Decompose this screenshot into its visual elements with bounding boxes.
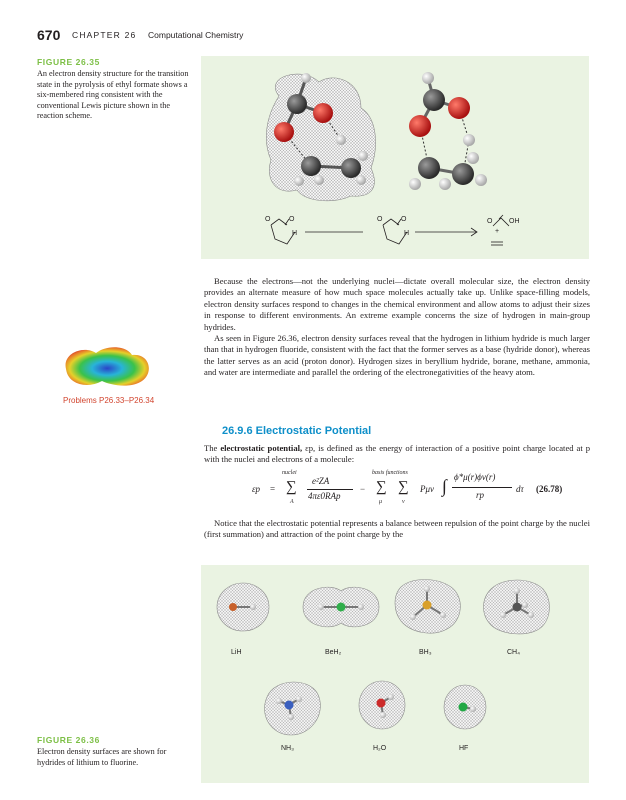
eq-sum2-upper: basis functions: [372, 470, 408, 476]
scheme-o-4: O: [401, 216, 407, 223]
ball-and-stick-model: [409, 72, 487, 190]
page-number: 670: [37, 27, 61, 43]
eq-number: (26.78): [536, 484, 563, 494]
eq-integrand-den: rp: [476, 490, 485, 500]
beh2-surface: [303, 587, 379, 627]
eq-frac1-num: e²ZA: [312, 476, 330, 486]
scheme-oh: OH: [509, 218, 520, 225]
paragraph-1: Because the electrons—not the underlying nuclei—dictate overall molecular size, the electron density provides an alternate measure of how much space molecules actually take up. Unlike space-filling models, electron density surfaces respond to changes in the chemical environment and allow atoms to adjust their sizes in response to different environments. An extreme example concerns the size of hydrogen in main-group hydrides.: [204, 276, 590, 332]
figure-26-35-caption: An electron density structure for the transition state in the pyrolysis of ethyl formate shows a six-membered ring consistent with the conventional Lewis picture shown in the reaction scheme.: [37, 69, 189, 121]
hf-surface: [444, 685, 486, 729]
eq-sum2a-sign: ∑: [376, 479, 387, 495]
figure-26-35-label: FIGURE 26.35: [37, 57, 100, 67]
figure-26-35-panel: [201, 56, 589, 259]
scheme-o-1: O: [265, 216, 271, 223]
eq-lhs: εp: [252, 484, 261, 494]
hydride-density-surfaces: [201, 565, 589, 783]
eq-sum2b-sign: ∑: [398, 479, 409, 495]
transition-state-illustration: [201, 56, 589, 259]
problems-reference: Problems P26.33–P26.34: [63, 396, 155, 405]
term-electrostatic-potential: electrostatic potential,: [220, 443, 303, 453]
eq-sum2-lower-nu: ν: [402, 499, 405, 505]
label-beh2: BeH₂: [325, 649, 342, 656]
ch4-surface: [484, 580, 550, 634]
scheme-o-2: O: [289, 216, 295, 223]
label-bh3: BH₃: [419, 649, 432, 656]
chapter-label: CHAPTER 26: [72, 30, 137, 40]
scheme-o-5: O: [487, 218, 493, 225]
eq-sum1-sign: ∑: [286, 479, 297, 495]
paragraph-2: As seen in Figure 26.36, electron density surfaces reveal that the hydrogen in lithium hydride is much larger than that in hydrogen fluoride, consistent with the fact that the former serves as a base (hydride donor), whereas the latter serves as an acid (proton donor). Hydrogen sizes in beryllium hydride, borane, methane, ammonia, and water are intermediate and parallel the ordering of the electronegativities of the heavy atom.: [204, 333, 590, 378]
scheme-o-3: O: [377, 216, 383, 223]
eq-equals: =: [270, 484, 276, 494]
eq-sum1-lower: A: [290, 499, 294, 505]
eq-p-term: Pμν: [420, 484, 435, 494]
eq-sum2-lower-mu: μ: [379, 499, 383, 505]
label-h2o: H₂O: [373, 745, 387, 752]
bh3-surface: [395, 580, 460, 634]
eq-integrand-num: ϕ*μ(r)ϕν(r): [454, 472, 496, 482]
chapter-title: Computational Chemistry: [148, 30, 244, 40]
eq-frac1-den: 4πε0RAp: [308, 491, 341, 501]
paragraph-electrostatic-balance: Notice that the electrostatic potential represents a balance between repulsion of the point charge by the nuclei (first summation) and attraction of the point charge by the: [204, 518, 590, 540]
equation-26-78: [252, 470, 592, 512]
section-heading: 26.9.6 Electrostatic Potential: [222, 425, 372, 437]
h2o-surface: [359, 681, 405, 729]
paragraph-electron-size: [204, 276, 590, 379]
section-intro: The electrostatic potential, εp, is defined as the energy of interaction of a positive point charge located at p with the nuclei and electrons of a molecule:: [204, 443, 591, 465]
lih-surface: [217, 583, 269, 631]
electron-density-map-image: [58, 341, 156, 389]
nh3-surface: [264, 682, 320, 735]
label-nh3: NH₃: [281, 745, 294, 752]
eq-minus: −: [360, 484, 366, 494]
reaction-scheme: [271, 215, 509, 245]
label-lih: LiH: [231, 649, 242, 656]
eq-frac1-bar: [307, 489, 353, 490]
label-hf: HF: [459, 745, 469, 752]
eq-sum1-upper: nuclei: [282, 470, 297, 476]
label-ch4: CH₄: [507, 649, 520, 656]
scheme-h-2: H: [404, 230, 410, 237]
eq-integral-sign: ∫: [442, 476, 447, 496]
figure-26-36-label: FIGURE 26.36: [37, 735, 100, 745]
eq-integrand-bar: [452, 487, 512, 488]
figure-26-36-caption: Electron density surfaces are shown for hydrides of lithium to fluorine.: [37, 747, 167, 767]
eq-dtau: dτ: [516, 484, 524, 494]
scheme-h-1: H: [292, 230, 298, 237]
figure-26-36-panel: [201, 565, 589, 783]
scheme-plus: +: [495, 228, 500, 235]
